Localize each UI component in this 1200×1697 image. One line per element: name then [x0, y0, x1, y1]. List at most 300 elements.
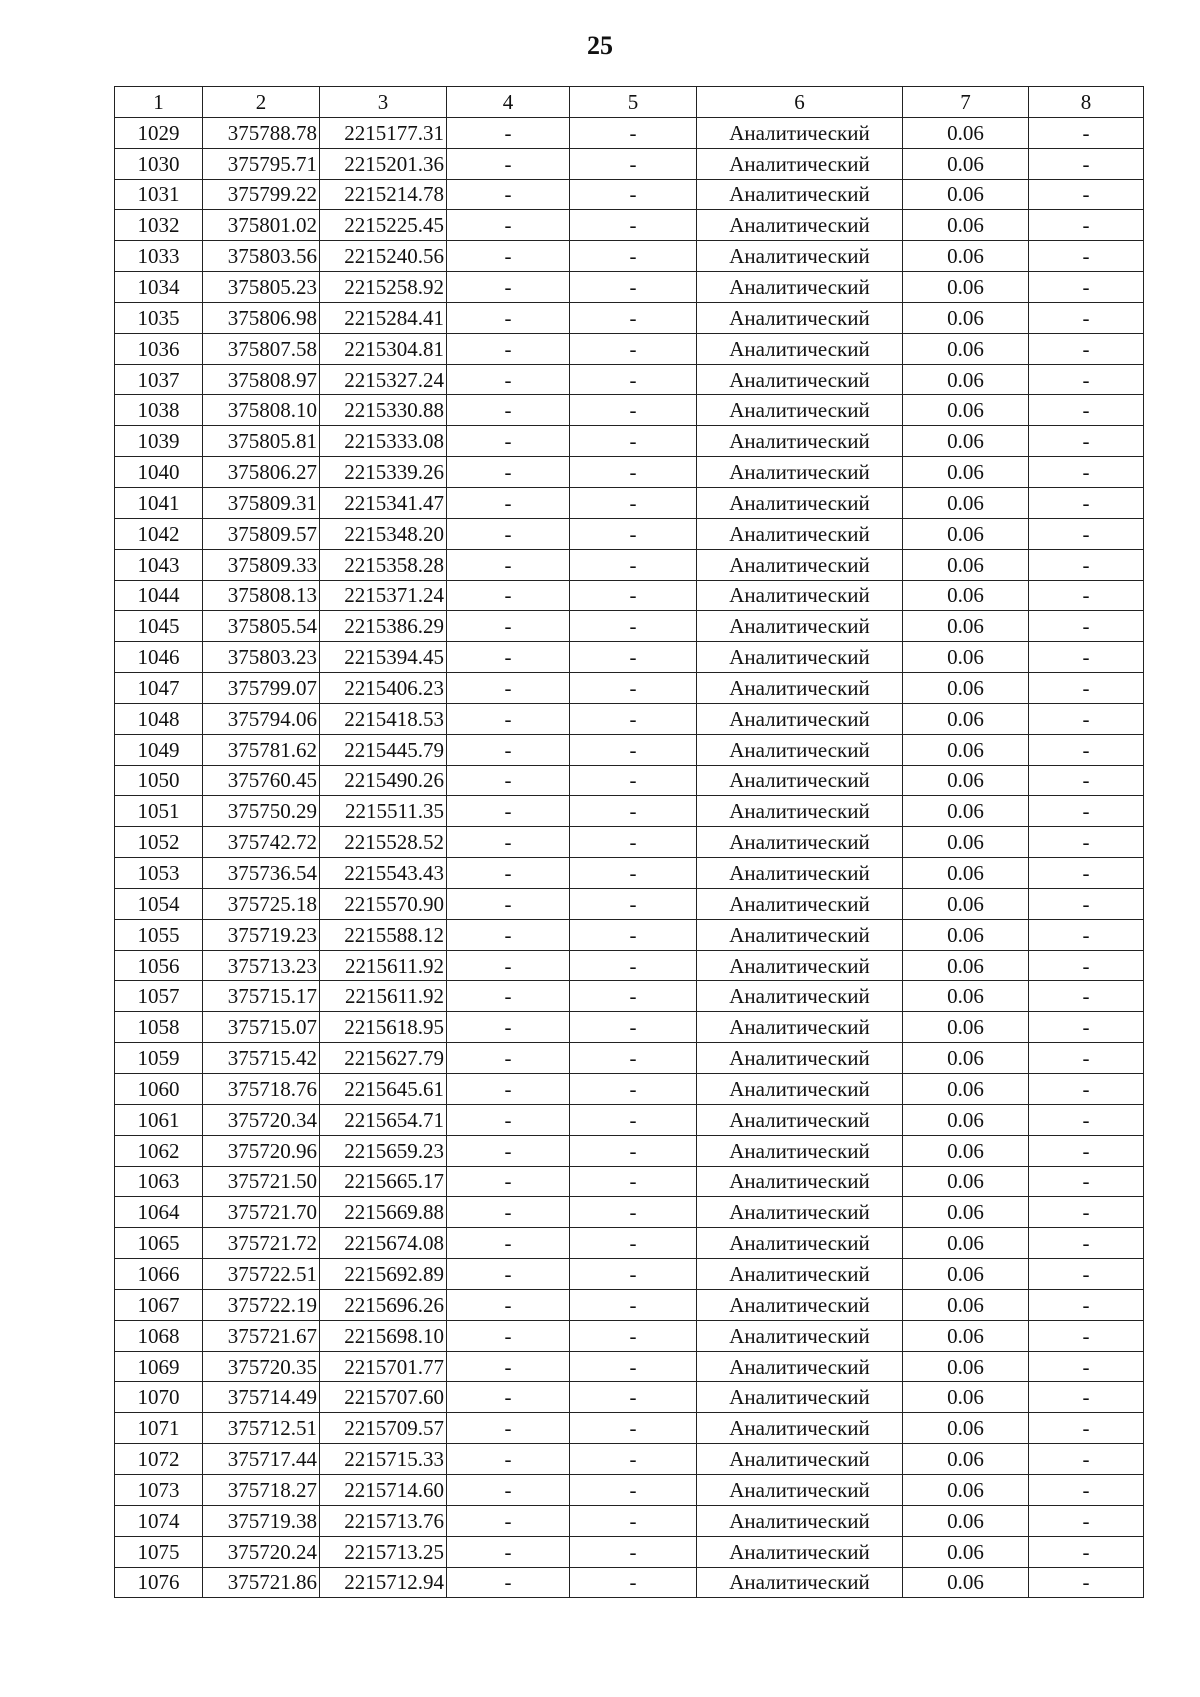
- cell-y-coordinate: 2215701.77: [320, 1351, 447, 1382]
- cell-col-8: -: [1029, 1135, 1144, 1166]
- cell-accuracy: 0.06: [903, 888, 1029, 919]
- cell-point-number: 1049: [115, 734, 203, 765]
- cell-col-8: -: [1029, 858, 1144, 889]
- cell-y-coordinate: 2215327.24: [320, 364, 447, 395]
- cell-x-coordinate: 375808.10: [203, 395, 320, 426]
- cell-col-5: -: [570, 272, 697, 303]
- cell-col-5: -: [570, 1567, 697, 1598]
- cell-col-8: -: [1029, 457, 1144, 488]
- cell-col-5: -: [570, 1228, 697, 1259]
- cell-col-8: -: [1029, 179, 1144, 210]
- cell-accuracy: 0.06: [903, 734, 1029, 765]
- cell-method: Аналитический: [697, 827, 903, 858]
- cell-accuracy: 0.06: [903, 1012, 1029, 1043]
- cell-y-coordinate: 2215654.71: [320, 1104, 447, 1135]
- cell-col-8: -: [1029, 950, 1144, 981]
- cell-method: Аналитический: [697, 1413, 903, 1444]
- cell-col-8: -: [1029, 919, 1144, 950]
- table-row: [115, 734, 1144, 765]
- cell-col-5: -: [570, 981, 697, 1012]
- cell-col-8: -: [1029, 1259, 1144, 1290]
- cell-x-coordinate: 375725.18: [203, 888, 320, 919]
- cell-point-number: 1074: [115, 1505, 203, 1536]
- cell-y-coordinate: 2215304.81: [320, 333, 447, 364]
- cell-col-8: -: [1029, 241, 1144, 272]
- cell-method: Аналитический: [697, 1474, 903, 1505]
- cell-col-4: -: [447, 1474, 570, 1505]
- cell-accuracy: 0.06: [903, 117, 1029, 148]
- cell-col-4: -: [447, 333, 570, 364]
- cell-col-8: -: [1029, 765, 1144, 796]
- cell-point-number: 1051: [115, 796, 203, 827]
- cell-col-4: -: [447, 734, 570, 765]
- cell-col-8: -: [1029, 703, 1144, 734]
- cell-col-5: -: [570, 1444, 697, 1475]
- cell-y-coordinate: 2215177.31: [320, 117, 447, 148]
- cell-col-4: -: [447, 858, 570, 889]
- cell-x-coordinate: 375742.72: [203, 827, 320, 858]
- cell-y-coordinate: 2215358.28: [320, 549, 447, 580]
- cell-y-coordinate: 2215712.94: [320, 1567, 447, 1598]
- cell-accuracy: 0.06: [903, 1228, 1029, 1259]
- cell-x-coordinate: 375721.86: [203, 1567, 320, 1598]
- cell-col-5: -: [570, 703, 697, 734]
- cell-point-number: 1059: [115, 1043, 203, 1074]
- cell-x-coordinate: 375719.23: [203, 919, 320, 950]
- table-row: [115, 1536, 1144, 1567]
- cell-col-4: -: [447, 1320, 570, 1351]
- cell-accuracy: 0.06: [903, 796, 1029, 827]
- cell-accuracy: 0.06: [903, 1104, 1029, 1135]
- cell-col-8: -: [1029, 210, 1144, 241]
- table-row: [115, 272, 1144, 303]
- cell-col-5: -: [570, 858, 697, 889]
- cell-col-5: -: [570, 1043, 697, 1074]
- cell-accuracy: 0.06: [903, 210, 1029, 241]
- table-row: [115, 827, 1144, 858]
- cell-accuracy: 0.06: [903, 1043, 1029, 1074]
- cell-accuracy: 0.06: [903, 827, 1029, 858]
- cell-y-coordinate: 2215284.41: [320, 302, 447, 333]
- column-header-6: 6: [697, 87, 903, 118]
- page-number: 25: [587, 31, 613, 60]
- cell-col-4: -: [447, 611, 570, 642]
- cell-col-5: -: [570, 364, 697, 395]
- cell-method: Аналитический: [697, 1259, 903, 1290]
- column-header-4: 4: [447, 87, 570, 118]
- cell-col-5: -: [570, 673, 697, 704]
- cell-col-5: -: [570, 117, 697, 148]
- cell-point-number: 1045: [115, 611, 203, 642]
- cell-col-4: -: [447, 426, 570, 457]
- cell-x-coordinate: 375795.71: [203, 148, 320, 179]
- column-header-1: 1: [115, 87, 203, 118]
- cell-col-8: -: [1029, 1444, 1144, 1475]
- cell-col-8: -: [1029, 117, 1144, 148]
- cell-method: Аналитический: [697, 364, 903, 395]
- cell-x-coordinate: 375809.31: [203, 487, 320, 518]
- cell-point-number: 1043: [115, 549, 203, 580]
- cell-col-5: -: [570, 580, 697, 611]
- cell-y-coordinate: 2215669.88: [320, 1197, 447, 1228]
- cell-accuracy: 0.06: [903, 580, 1029, 611]
- cell-col-8: -: [1029, 487, 1144, 518]
- coordinates-table: [114, 86, 1144, 1598]
- cell-method: Аналитический: [697, 457, 903, 488]
- table-row: [115, 642, 1144, 673]
- cell-col-8: -: [1029, 1536, 1144, 1567]
- cell-point-number: 1039: [115, 426, 203, 457]
- cell-y-coordinate: 2215674.08: [320, 1228, 447, 1259]
- cell-point-number: 1055: [115, 919, 203, 950]
- cell-accuracy: 0.06: [903, 858, 1029, 889]
- cell-method: Аналитический: [697, 333, 903, 364]
- cell-method: Аналитический: [697, 1166, 903, 1197]
- cell-col-5: -: [570, 1320, 697, 1351]
- cell-col-4: -: [447, 1043, 570, 1074]
- cell-col-5: -: [570, 1104, 697, 1135]
- column-header-3: 3: [320, 87, 447, 118]
- cell-col-5: -: [570, 302, 697, 333]
- cell-point-number: 1069: [115, 1351, 203, 1382]
- cell-col-8: -: [1029, 580, 1144, 611]
- cell-accuracy: 0.06: [903, 426, 1029, 457]
- cell-x-coordinate: 375794.06: [203, 703, 320, 734]
- cell-y-coordinate: 2215715.33: [320, 1444, 447, 1475]
- cell-method: Аналитический: [697, 580, 903, 611]
- table-row: [115, 241, 1144, 272]
- table-row: [115, 1320, 1144, 1351]
- cell-method: Аналитический: [697, 734, 903, 765]
- cell-x-coordinate: 375806.27: [203, 457, 320, 488]
- cell-col-5: -: [570, 1289, 697, 1320]
- table-row: [115, 395, 1144, 426]
- cell-y-coordinate: 2215588.12: [320, 919, 447, 950]
- cell-col-5: -: [570, 765, 697, 796]
- column-header-2: 2: [203, 87, 320, 118]
- cell-accuracy: 0.06: [903, 1413, 1029, 1444]
- cell-point-number: 1066: [115, 1259, 203, 1290]
- cell-accuracy: 0.06: [903, 950, 1029, 981]
- cell-accuracy: 0.06: [903, 1259, 1029, 1290]
- cell-x-coordinate: 375781.62: [203, 734, 320, 765]
- cell-method: Аналитический: [697, 1289, 903, 1320]
- cell-accuracy: 0.06: [903, 518, 1029, 549]
- cell-y-coordinate: 2215371.24: [320, 580, 447, 611]
- cell-y-coordinate: 2215665.17: [320, 1166, 447, 1197]
- cell-y-coordinate: 2215570.90: [320, 888, 447, 919]
- cell-x-coordinate: 375718.76: [203, 1074, 320, 1105]
- cell-accuracy: 0.06: [903, 1320, 1029, 1351]
- cell-y-coordinate: 2215713.25: [320, 1536, 447, 1567]
- cell-col-8: -: [1029, 1351, 1144, 1382]
- cell-col-5: -: [570, 1413, 697, 1444]
- cell-col-8: -: [1029, 1413, 1144, 1444]
- cell-col-8: -: [1029, 148, 1144, 179]
- cell-col-5: -: [570, 1197, 697, 1228]
- cell-method: Аналитический: [697, 426, 903, 457]
- table-row: [115, 1474, 1144, 1505]
- cell-col-5: -: [570, 611, 697, 642]
- cell-point-number: 1034: [115, 272, 203, 303]
- cell-x-coordinate: 375713.23: [203, 950, 320, 981]
- cell-method: Аналитический: [697, 272, 903, 303]
- table-row: [115, 549, 1144, 580]
- cell-col-5: -: [570, 210, 697, 241]
- cell-y-coordinate: 2215333.08: [320, 426, 447, 457]
- cell-col-5: -: [570, 148, 697, 179]
- cell-x-coordinate: 375721.67: [203, 1320, 320, 1351]
- cell-accuracy: 0.06: [903, 611, 1029, 642]
- cell-x-coordinate: 375808.13: [203, 580, 320, 611]
- cell-accuracy: 0.06: [903, 333, 1029, 364]
- cell-y-coordinate: 2215645.61: [320, 1074, 447, 1105]
- cell-col-8: -: [1029, 1382, 1144, 1413]
- cell-x-coordinate: 375805.23: [203, 272, 320, 303]
- cell-method: Аналитический: [697, 919, 903, 950]
- cell-x-coordinate: 375801.02: [203, 210, 320, 241]
- cell-col-4: -: [447, 919, 570, 950]
- cell-accuracy: 0.06: [903, 302, 1029, 333]
- cell-y-coordinate: 2215394.45: [320, 642, 447, 673]
- cell-accuracy: 0.06: [903, 1135, 1029, 1166]
- cell-col-5: -: [570, 1536, 697, 1567]
- header-row: [115, 87, 1144, 118]
- cell-col-5: -: [570, 549, 697, 580]
- table-row: [115, 888, 1144, 919]
- cell-method: Аналитический: [697, 642, 903, 673]
- cell-x-coordinate: 375760.45: [203, 765, 320, 796]
- column-header-7: 7: [903, 87, 1029, 118]
- cell-x-coordinate: 375712.51: [203, 1413, 320, 1444]
- cell-x-coordinate: 375720.35: [203, 1351, 320, 1382]
- table-row: [115, 1351, 1144, 1382]
- cell-col-5: -: [570, 1135, 697, 1166]
- cell-col-4: -: [447, 457, 570, 488]
- cell-col-5: -: [570, 241, 697, 272]
- cell-method: Аналитический: [697, 1043, 903, 1074]
- cell-col-8: -: [1029, 1320, 1144, 1351]
- cell-y-coordinate: 2215611.92: [320, 950, 447, 981]
- cell-col-8: -: [1029, 1567, 1144, 1598]
- cell-col-4: -: [447, 1413, 570, 1444]
- cell-x-coordinate: 375799.22: [203, 179, 320, 210]
- cell-point-number: 1054: [115, 888, 203, 919]
- cell-point-number: 1065: [115, 1228, 203, 1259]
- cell-point-number: 1060: [115, 1074, 203, 1105]
- table-row: [115, 1382, 1144, 1413]
- cell-col-5: -: [570, 950, 697, 981]
- cell-col-5: -: [570, 333, 697, 364]
- cell-col-4: -: [447, 302, 570, 333]
- cell-col-5: -: [570, 1012, 697, 1043]
- cell-accuracy: 0.06: [903, 673, 1029, 704]
- cell-col-4: -: [447, 765, 570, 796]
- coordinates-table-container: [114, 86, 1143, 1598]
- cell-col-5: -: [570, 1259, 697, 1290]
- cell-col-8: -: [1029, 395, 1144, 426]
- cell-col-8: -: [1029, 333, 1144, 364]
- cell-col-4: -: [447, 518, 570, 549]
- cell-accuracy: 0.06: [903, 364, 1029, 395]
- table-row: [115, 302, 1144, 333]
- cell-y-coordinate: 2215714.60: [320, 1474, 447, 1505]
- cell-method: Аналитический: [697, 1074, 903, 1105]
- cell-x-coordinate: 375807.58: [203, 333, 320, 364]
- cell-accuracy: 0.06: [903, 1351, 1029, 1382]
- cell-method: Аналитический: [697, 210, 903, 241]
- table-row: [115, 796, 1144, 827]
- cell-y-coordinate: 2215696.26: [320, 1289, 447, 1320]
- table-row: [115, 179, 1144, 210]
- table-row: [115, 858, 1144, 889]
- cell-col-4: -: [447, 1012, 570, 1043]
- cell-col-4: -: [447, 148, 570, 179]
- cell-x-coordinate: 375806.98: [203, 302, 320, 333]
- cell-method: Аналитический: [697, 673, 903, 704]
- cell-x-coordinate: 375715.17: [203, 981, 320, 1012]
- cell-col-5: -: [570, 487, 697, 518]
- cell-col-4: -: [447, 642, 570, 673]
- cell-x-coordinate: 375799.07: [203, 673, 320, 704]
- cell-method: Аналитический: [697, 1505, 903, 1536]
- table-row: [115, 426, 1144, 457]
- cell-method: Аналитический: [697, 981, 903, 1012]
- cell-col-5: -: [570, 1505, 697, 1536]
- table-row: [115, 333, 1144, 364]
- cell-point-number: 1042: [115, 518, 203, 549]
- cell-col-4: -: [447, 1166, 570, 1197]
- cell-point-number: 1061: [115, 1104, 203, 1135]
- table-header: [115, 87, 1144, 118]
- cell-method: Аналитический: [697, 1228, 903, 1259]
- table-row: [115, 1444, 1144, 1475]
- cell-y-coordinate: 2215418.53: [320, 703, 447, 734]
- cell-x-coordinate: 375750.29: [203, 796, 320, 827]
- cell-x-coordinate: 375805.54: [203, 611, 320, 642]
- table-row: [115, 673, 1144, 704]
- cell-point-number: 1029: [115, 117, 203, 148]
- cell-method: Аналитический: [697, 1197, 903, 1228]
- cell-x-coordinate: 375721.50: [203, 1166, 320, 1197]
- cell-point-number: 1052: [115, 827, 203, 858]
- cell-x-coordinate: 375722.19: [203, 1289, 320, 1320]
- cell-point-number: 1053: [115, 858, 203, 889]
- cell-col-8: -: [1029, 1228, 1144, 1259]
- cell-method: Аналитический: [697, 1104, 903, 1135]
- cell-point-number: 1044: [115, 580, 203, 611]
- cell-y-coordinate: 2215698.10: [320, 1320, 447, 1351]
- cell-y-coordinate: 2215709.57: [320, 1413, 447, 1444]
- cell-accuracy: 0.06: [903, 1382, 1029, 1413]
- cell-y-coordinate: 2215445.79: [320, 734, 447, 765]
- cell-col-5: -: [570, 518, 697, 549]
- cell-x-coordinate: 375719.38: [203, 1505, 320, 1536]
- cell-method: Аналитический: [697, 117, 903, 148]
- cell-col-4: -: [447, 395, 570, 426]
- cell-point-number: 1073: [115, 1474, 203, 1505]
- table-row: [115, 1505, 1144, 1536]
- cell-accuracy: 0.06: [903, 179, 1029, 210]
- cell-method: Аналитический: [697, 703, 903, 734]
- cell-accuracy: 0.06: [903, 1444, 1029, 1475]
- cell-x-coordinate: 375803.56: [203, 241, 320, 272]
- cell-col-8: -: [1029, 1012, 1144, 1043]
- cell-col-8: -: [1029, 673, 1144, 704]
- cell-accuracy: 0.06: [903, 765, 1029, 796]
- cell-point-number: 1075: [115, 1536, 203, 1567]
- table-row: [115, 1197, 1144, 1228]
- cell-col-4: -: [447, 364, 570, 395]
- cell-accuracy: 0.06: [903, 1074, 1029, 1105]
- cell-point-number: 1058: [115, 1012, 203, 1043]
- cell-col-8: -: [1029, 1104, 1144, 1135]
- cell-y-coordinate: 2215611.92: [320, 981, 447, 1012]
- cell-accuracy: 0.06: [903, 1536, 1029, 1567]
- table-row: [115, 981, 1144, 1012]
- cell-col-5: -: [570, 457, 697, 488]
- cell-col-4: -: [447, 888, 570, 919]
- cell-y-coordinate: 2215511.35: [320, 796, 447, 827]
- table-row: [115, 457, 1144, 488]
- cell-col-8: -: [1029, 888, 1144, 919]
- cell-point-number: 1037: [115, 364, 203, 395]
- cell-point-number: 1057: [115, 981, 203, 1012]
- cell-method: Аналитический: [697, 765, 903, 796]
- cell-col-4: -: [447, 981, 570, 1012]
- cell-point-number: 1064: [115, 1197, 203, 1228]
- cell-col-4: -: [447, 950, 570, 981]
- cell-point-number: 1031: [115, 179, 203, 210]
- cell-col-4: -: [447, 179, 570, 210]
- cell-y-coordinate: 2215386.29: [320, 611, 447, 642]
- cell-method: Аналитический: [697, 179, 903, 210]
- cell-accuracy: 0.06: [903, 1474, 1029, 1505]
- cell-col-4: -: [447, 1536, 570, 1567]
- cell-y-coordinate: 2215258.92: [320, 272, 447, 303]
- cell-x-coordinate: 375808.97: [203, 364, 320, 395]
- cell-point-number: 1076: [115, 1567, 203, 1598]
- cell-y-coordinate: 2215490.26: [320, 765, 447, 796]
- cell-y-coordinate: 2215330.88: [320, 395, 447, 426]
- table-row: [115, 580, 1144, 611]
- cell-col-4: -: [447, 1567, 570, 1598]
- cell-col-4: -: [447, 673, 570, 704]
- cell-x-coordinate: 375714.49: [203, 1382, 320, 1413]
- table-row: [115, 1259, 1144, 1290]
- cell-accuracy: 0.06: [903, 1505, 1029, 1536]
- table-row: [115, 210, 1144, 241]
- cell-col-8: -: [1029, 1289, 1144, 1320]
- cell-x-coordinate: 375809.33: [203, 549, 320, 580]
- cell-method: Аналитический: [697, 549, 903, 580]
- cell-point-number: 1041: [115, 487, 203, 518]
- cell-method: Аналитический: [697, 1444, 903, 1475]
- column-header-8: 8: [1029, 87, 1144, 118]
- cell-col-4: -: [447, 1228, 570, 1259]
- cell-accuracy: 0.06: [903, 1166, 1029, 1197]
- cell-x-coordinate: 375805.81: [203, 426, 320, 457]
- cell-col-4: -: [447, 1351, 570, 1382]
- cell-point-number: 1032: [115, 210, 203, 241]
- cell-col-4: -: [447, 580, 570, 611]
- cell-x-coordinate: 375720.96: [203, 1135, 320, 1166]
- cell-y-coordinate: 2215225.45: [320, 210, 447, 241]
- cell-col-5: -: [570, 827, 697, 858]
- cell-col-5: -: [570, 426, 697, 457]
- cell-x-coordinate: 375721.72: [203, 1228, 320, 1259]
- table-row: [115, 1413, 1144, 1444]
